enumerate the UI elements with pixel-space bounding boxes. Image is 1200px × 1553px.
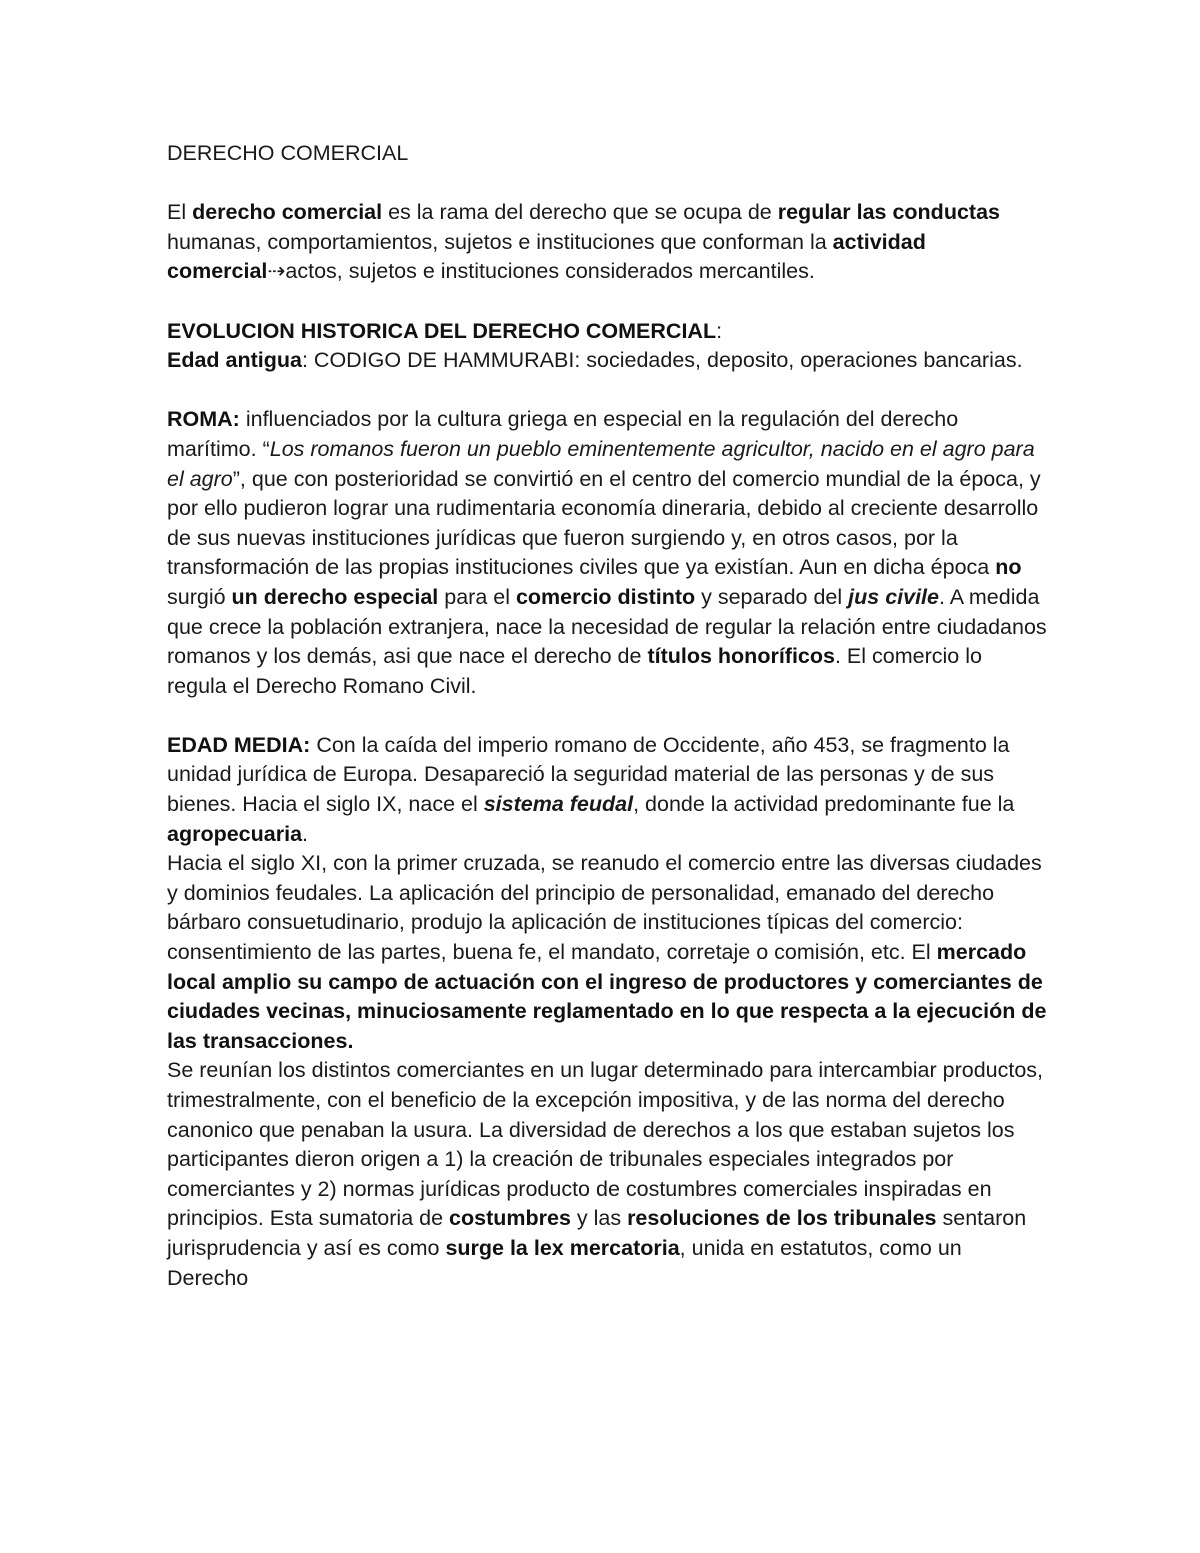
period-label: ROMA:: [167, 407, 240, 432]
reunion-text: y las: [570, 1206, 628, 1231]
spacer: [167, 169, 1047, 199]
reunion-bold-term: surge la lex mercatoria: [445, 1235, 680, 1260]
reunion-bold-term: resoluciones de los tribunales: [627, 1206, 937, 1231]
spacer: [167, 287, 1047, 317]
roma-text: ”, que con posterioridad se convirtió en el centro del comercio mundial de la época, y por ello pudieron lograr una rudimentaria economía dineraria, debido al creciente desarrollo de sus nuevas instituciones jurídicas que fueron surgiendo y, en otros casos, por la transformación de las propias instituciones civiles que ya existían. Aun en dicha época: [167, 466, 1041, 580]
intro-paragraph: [167, 198, 1047, 287]
intro-bold-term: actividad comercial: [167, 229, 926, 284]
intro-bold-term: regular las conductas: [777, 200, 1000, 225]
siglo-xi-bold-passage: mercado local amplio su campo de actuación con el ingreso de productores y comerciantes de ciudades vecinas, minuciosamente reglamentado en lo que respecta a la ejecución de las transacciones.: [167, 940, 1047, 1053]
document-body: [167, 139, 1047, 1293]
reunion-bold-term: costumbres: [449, 1206, 571, 1231]
spacer: [167, 701, 1047, 731]
siglo-xi-paragraph: [167, 849, 1047, 1056]
roma-bold-term: un derecho especial: [231, 584, 439, 609]
reunion-text: sentaron jurisprudencia y así es como: [167, 1206, 1027, 1260]
roma-quote: Los romanos fueron un pueblo eminentemente agricultor, nacido en el agro para el agro: [167, 436, 1035, 491]
spacer: [167, 376, 1047, 406]
roma-bold-term: no: [995, 555, 1022, 580]
intro-text: es la rama del derecho que se ocupa de: [382, 200, 778, 225]
roma-text: . A medida que crece la población extranjera, nace la necesidad de regular la relación entre ciudadanos romanos y los demás, asi que nace el derecho de: [167, 584, 1047, 669]
intro-text: El: [167, 200, 193, 225]
reunion-paragraph: [167, 1056, 1047, 1293]
reunion-text: , unida en estatutos, como un Derecho: [167, 1235, 962, 1290]
edad-antigua-paragraph: [167, 346, 1047, 376]
edad-media-bold-italic-term: sistema feudal: [483, 792, 634, 817]
period-label: EDAD MEDIA:: [167, 732, 311, 757]
title-text: DERECHO COMERCIAL: [167, 141, 409, 165]
roma-text: y separado del: [695, 584, 849, 609]
reunion-text: Se reunían los distintos comerciantes en un lugar determinado para intercambiar productos, trimestralmente, con el beneficio de la excepción impositiva, y de las norma del derecho canonico que penaban la usura. La diversidad de derechos a los que estaban sujetos los participantes dieron origen a 1) la creación de tribunales especiales integrados por comerciantes y 2) normas jurídicas producto de costumbres comerciales inspiradas en principios. Esta sumatoria de: [167, 1058, 1044, 1231]
edad-media-text: .: [302, 821, 309, 846]
section-heading: EVOLUCION HISTORICA DEL DERECHO COMERCIAL: [167, 318, 717, 343]
intro-text: humanas, comportamientos, sujetos e instituciones que conforman la: [167, 229, 833, 254]
roma-text: surgió: [167, 584, 232, 609]
intro-text: ⇢actos, sujetos e instituciones considerados mercantiles.: [267, 259, 815, 284]
edad-media-text: , donde la actividad predominante fue la: [633, 792, 1015, 817]
document-title: [167, 139, 1047, 169]
edad-media-paragraph: [167, 731, 1047, 849]
roma-bold-italic-term: jus civile: [848, 584, 939, 609]
intro-bold-term: derecho comercial: [192, 200, 383, 225]
evolucion-heading: [167, 317, 1047, 347]
roma-text: influenciados por la cultura griega en especial en la regulación del derecho marítimo. “: [167, 407, 959, 461]
roma-bold-term: títulos honoríficos: [647, 644, 835, 669]
edad-media-bold-term: agropecuaria: [167, 821, 303, 846]
heading-colon: :: [716, 318, 723, 343]
roma-text: para el: [438, 584, 516, 609]
roma-text: . El comercio lo regula el Derecho Romano Civil.: [167, 644, 982, 698]
period-label: Edad antigua: [167, 348, 302, 373]
edad-media-text: Con la caída del imperio romano de Occidente, año 453, se fragmento la unidad jurídica de Europa. Desapareció la seguridad material de las personas y de sus bienes. Hacia el siglo IX, nace el: [167, 732, 1010, 817]
roma-bold-term: comercio distinto: [515, 584, 696, 609]
siglo-xi-text: Hacia el siglo XI, con la primer cruzada, se reanudo el comercio entre las diversas ciudades y dominios feudales. La aplicación del principio de personalidad, emanado del derecho bárbaro consuetudinario, produjo la aplicación de instituciones típicas del comercio: consentimiento de las partes, buena fe, el mandato, corretaje o comisión, etc. El: [167, 851, 1042, 965]
roma-paragraph: [167, 405, 1047, 701]
period-text: : CODIGO DE HAMMURABI: sociedades, deposito, operaciones bancarias.: [301, 348, 1023, 373]
